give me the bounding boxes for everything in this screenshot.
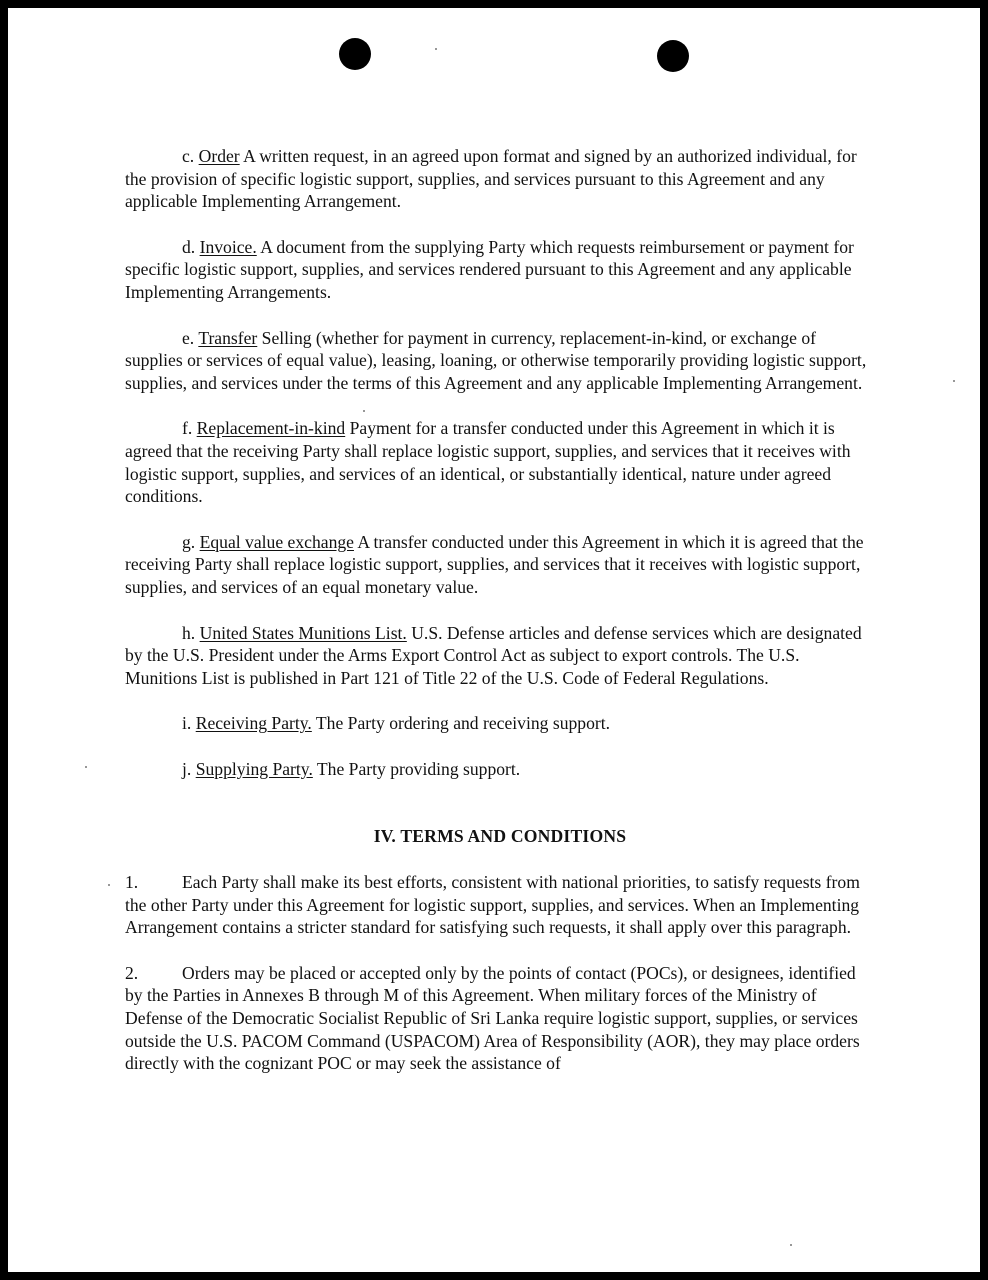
document-page	[8, 8, 980, 1272]
paragraph-text: Orders may be placed or accepted only by the points of contact (POCs), or designees, identified by the Parties in Annexes B through M of this Agreement. When military forces of the Ministry of Defense of the Democratic Socialist Republic of Sri Lanka require logistic support, supplies, or services outside the U.S. PACOM Command (USPACOM) Area of Responsibility (AOR), they may place orders directly with the cognizant POC or may seek the assistance of	[125, 962, 860, 1074]
definition-text: A written request, in an agreed upon format and signed by an authorized individual, for the provision of specific logistic support, supplies, and services pursuant to this Agreement and any applicable Implementing Arrangement.	[125, 146, 857, 212]
definition-c	[125, 145, 875, 213]
definition-j	[182, 758, 875, 781]
definition-term: Invoice.	[199, 236, 257, 257]
paragraph-text: Each Party shall make its best efforts, consistent with national priorities, to satisfy requests from the other Party under this Agreement for logistic support, supplies, and services. When an Implementing Arrangement contains a stricter standard for satisfying such requests, it shall apply over this paragraph.	[125, 872, 860, 938]
definition-letter: f.	[182, 418, 193, 439]
paragraph-2	[125, 962, 875, 1075]
definition-f	[125, 417, 875, 507]
definition-letter: g.	[182, 531, 196, 552]
definition-term: Order	[198, 146, 240, 166]
punch-hole-left	[339, 38, 371, 70]
definition-letter: c.	[182, 146, 195, 166]
scan-speck	[790, 1244, 792, 1246]
paragraph-number: 2.	[125, 962, 139, 983]
definition-letter: h.	[182, 622, 196, 643]
definition-text: The Party ordering and receiving support.	[311, 713, 611, 734]
punch-hole-right	[657, 40, 689, 72]
definition-term: United States Munitions List.	[199, 622, 407, 643]
definition-letter: e.	[182, 327, 195, 348]
definition-text: Payment for a transfer conducted under this Agreement in which it is agreed that the receiving Party shall replace logistic support, supplies, and services that it receives with logistic support, supplies, and services of an identical, or substantially identical, nature under agreed conditions.	[125, 418, 851, 507]
scan-speck	[435, 48, 437, 50]
definition-letter: i.	[182, 713, 192, 734]
definition-text: Selling (whether for payment in currency, replacement-in-kind, or exchange of supplies or services of equal value), leasing, loaning, or otherwise temporarily providing logistic support, supplies, and services under the terms of this Agreement and any applicable Implementing Arrangement.	[125, 327, 867, 393]
definition-letter: j.	[182, 758, 192, 779]
definition-e	[125, 327, 875, 395]
definition-letter: d.	[182, 236, 196, 257]
scan-speck	[953, 380, 955, 382]
paragraph-number: 1.	[125, 872, 139, 893]
paragraph-1	[125, 871, 875, 939]
definition-text: A transfer conducted under this Agreement in which it is agreed that the receiving Party shall replace logistic support, supplies, and services that it receives with logistic support, supplies, and services of an equal monetary value.	[125, 531, 864, 597]
definition-term: Replacement-in-kind	[196, 418, 346, 439]
definition-text: A document from the supplying Party which requests reimbursement or payment for specific logistic support, supplies, and services rendered pursuant to this Agreement and any applicable Implementing Arrangements.	[125, 236, 854, 302]
scan-speck	[85, 766, 87, 768]
document-body	[125, 145, 875, 1098]
definition-g	[125, 531, 875, 599]
definition-text: U.S. Defense articles and defense services which are designated by the U.S. President under the Arms Export Control Act as subject to export controls. The U.S. Munitions List is published in Part 121 of Title 22 of the U.S. Code of Federal Regulations.	[125, 622, 862, 688]
definition-h	[125, 622, 875, 690]
scan-speck	[108, 884, 110, 886]
definition-term: Supplying Party.	[195, 758, 313, 779]
section-heading: IV. TERMS AND CONDITIONS	[373, 826, 627, 847]
definition-term: Transfer	[198, 327, 258, 348]
definition-text: The Party providing support.	[312, 758, 521, 779]
definition-term: Receiving Party.	[195, 713, 312, 734]
definition-i	[182, 712, 875, 735]
definition-d	[125, 236, 875, 304]
definition-term: Equal value exchange	[199, 531, 354, 552]
